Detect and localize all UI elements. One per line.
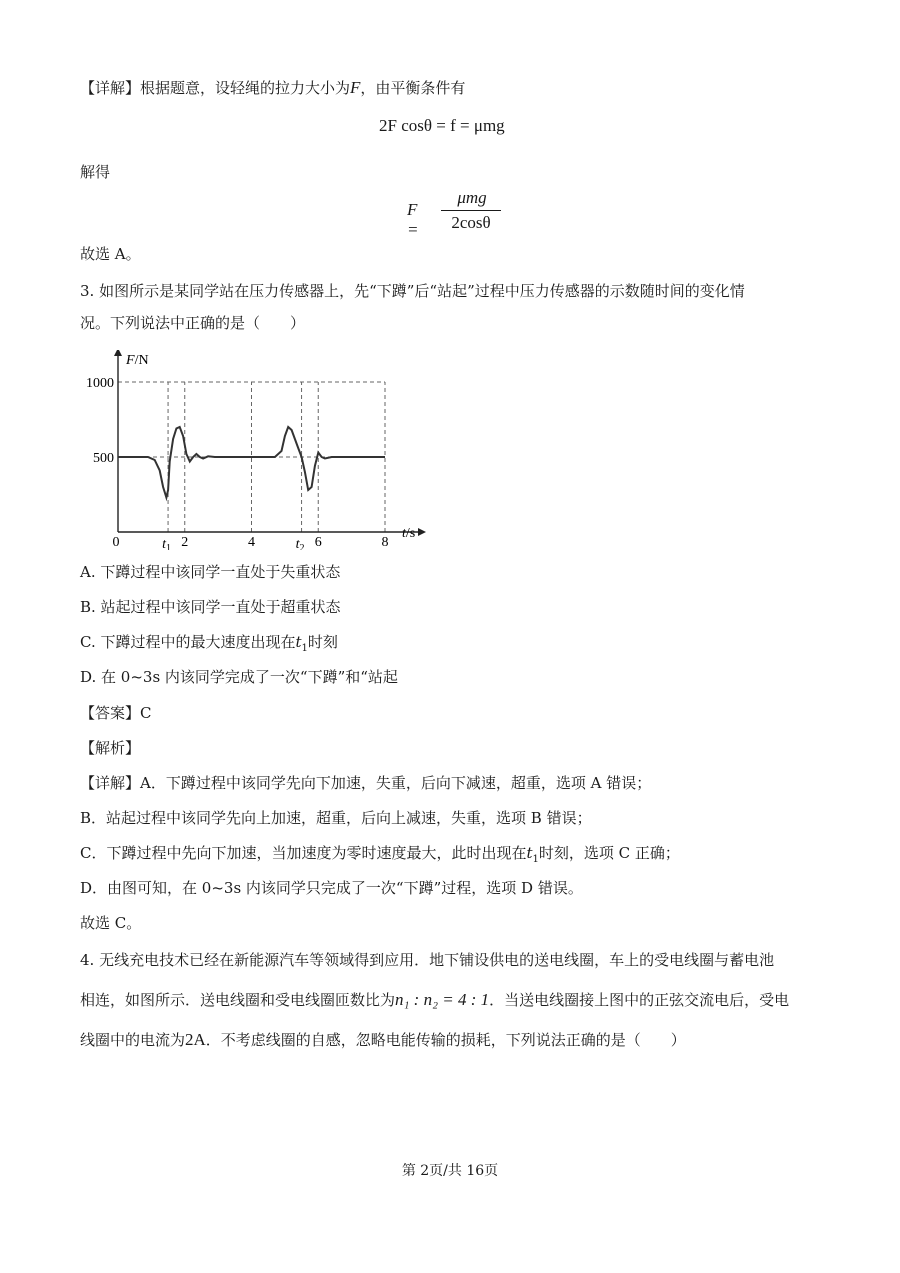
x-tick-0: 0 xyxy=(112,534,120,550)
detail-text: 【详解】根据题意，设轻绳的拉力大小为 xyxy=(80,79,351,97)
q4-line-3-suffix: ．不考虑线圈的自感，忽略电能传输的损耗，下列说法正确的是（ ） xyxy=(205,1031,686,1049)
x-axis-label: t/s xyxy=(402,526,416,541)
turns-ratio: n₁ : n₂ = 4 : 1 xyxy=(395,990,490,1009)
x-axis-arrow xyxy=(418,528,426,536)
q4-line-2 xyxy=(80,990,789,1010)
current-value: 2A xyxy=(185,1030,206,1049)
y-axis-arrow xyxy=(114,350,122,356)
option-b: B. 站起过程中该同学一直处于超重状态 xyxy=(80,598,341,616)
detail-b: B．站起过程中该同学先向上加速，超重，后向上减速，失重，选项 B 错误； xyxy=(80,809,592,827)
answer: 【答案】C xyxy=(80,704,152,722)
jiede-label: 解得 xyxy=(80,163,111,181)
q4-line-3 xyxy=(80,1030,686,1050)
detail-c xyxy=(80,843,680,870)
chart-axes xyxy=(114,350,426,536)
detail-line-1 xyxy=(80,78,465,98)
x-tick-3: 6 xyxy=(314,534,322,550)
option-c xyxy=(80,632,338,659)
q4-line-2-text: 相连，如图所示．送电线圈和受电线圈匝数比为 xyxy=(80,991,396,1009)
detail-text-suffix: ，由平衡条件有 xyxy=(360,79,466,97)
fraction-bar xyxy=(441,210,501,211)
detail-c-var: t xyxy=(526,844,533,862)
equation-1: 2F cosθ = f = μmg xyxy=(379,116,505,135)
y-tick-1: 1000 xyxy=(86,376,114,391)
option-c-var: t xyxy=(295,633,302,651)
option-c-text: C. 下蹲过程中的最大速度出现在 xyxy=(80,633,296,651)
choose-c: 故选 C。 xyxy=(80,914,142,932)
eq2-denominator: 2cosθ xyxy=(451,213,491,232)
force-time-chart xyxy=(80,350,440,550)
x-tick-4: 8 xyxy=(381,534,389,550)
x-tick-2: 4 xyxy=(248,534,255,550)
variable-f: F xyxy=(350,78,361,97)
option-a: A. 下蹲过程中该同学一直处于失重状态 xyxy=(80,563,341,581)
x-tick-labels xyxy=(113,535,389,550)
q3-line-1: 3. 如图所示是某同学站在压力传感器上，先“下蹲”后“站起”过程中压力传感器的示数随时间的变化情 xyxy=(80,282,745,300)
q4-line-2-suffix: ．当送电线圈接上图中的正弦交流电后，受电 xyxy=(489,991,790,1009)
detail-c-text: C．下蹲过程中先向下加速，当加速度为零时速度最大，此时出现在 xyxy=(80,844,527,862)
eq2-numerator: μmg xyxy=(457,188,487,207)
q4-line-1: 4. 无线充电技术已经在新能源汽车等领域得到应用．地下铺设供电的送电线圈，车上的受电线圈与蓄电池 xyxy=(80,951,775,969)
q3-line-2: 况。下列说法中正确的是（ ） xyxy=(80,314,306,332)
eq2-lhs: F = xyxy=(407,200,419,239)
option-d: D. 在 0~3s 内该同学完成了一次“下蹲”和“站起 xyxy=(80,668,398,686)
detail-c-suffix: 时刻，选项 C 正确； xyxy=(538,844,680,862)
page-footer: 第 2页/共 16页 xyxy=(401,1163,499,1179)
detail-a: 【详解】A．下蹲过程中该同学先向下加速，失重，后向下减速，超重，选项 A 错误； xyxy=(80,774,652,792)
q4-line-3-text: 线圈中的电流为 xyxy=(80,1031,186,1049)
detail-c-sub: 1 xyxy=(532,854,539,865)
y-axis-label: F/N xyxy=(126,353,149,368)
option-c-suffix: 时刻 xyxy=(307,633,338,651)
detail-d: D．由图可知，在 0~3s 内该同学只完成了一次“下蹲”过程，选项 D 错误。 xyxy=(80,879,583,897)
x-tick-1: 2 xyxy=(181,534,189,550)
y-tick-labels xyxy=(86,376,114,466)
t2-tick-label: $t_2$ xyxy=(295,537,305,550)
t1-tick-label: $t_1$ xyxy=(162,537,171,550)
analysis-label: 【解析】 xyxy=(80,739,141,757)
option-c-sub: 1 xyxy=(301,643,308,654)
choose-a: 故选 A。 xyxy=(80,245,141,263)
y-tick-0: 500 xyxy=(93,451,114,466)
